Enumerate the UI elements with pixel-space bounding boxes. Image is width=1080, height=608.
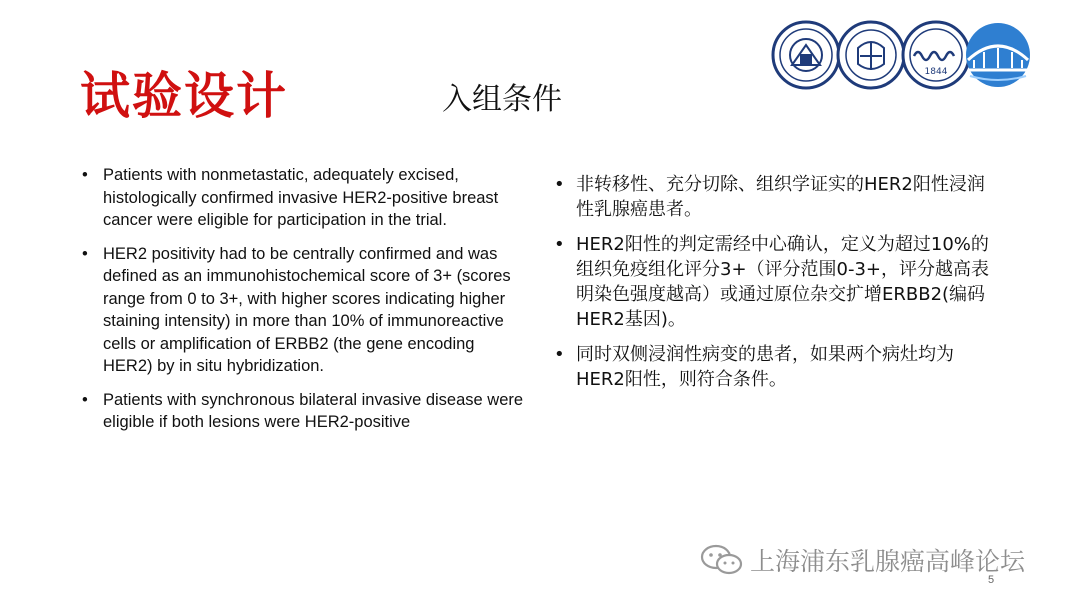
chinese-bullet-text: HER2阳性的判定需经中心确认，定义为超过10%的组织免疫组化评分3+（评分范围0-3+，评分越高表明染色强度越高）或通过原位杂交扩增ERBB2(编码HER2基因)。 bbox=[576, 234, 990, 330]
bullet-dot-icon: • bbox=[82, 244, 88, 263]
bullet-dot-icon: • bbox=[554, 344, 565, 365]
wechat-icon bbox=[700, 543, 744, 577]
chinese-bullet-text: 非转移性、充分切除、组织学证实的HER2阳性浸润性乳腺癌患者。 bbox=[576, 174, 985, 220]
bullet-dot-icon: • bbox=[82, 390, 88, 409]
chinese-bullet-list bbox=[554, 172, 994, 402]
seal-1-icon bbox=[773, 22, 839, 88]
bullet-dot-icon: • bbox=[554, 174, 565, 195]
bullet-dot-icon: • bbox=[554, 234, 565, 255]
english-bullet-item bbox=[82, 389, 527, 434]
english-bullet-item bbox=[82, 243, 527, 378]
chinese-bullet-text: 同时双侧浸润性病变的患者，如果两个病灶均为HER2阳性，则符合条件。 bbox=[576, 344, 954, 390]
slide-title: 试验设计 bbox=[80, 67, 288, 125]
english-bullet-item bbox=[82, 164, 527, 232]
chinese-bullet-item bbox=[554, 172, 994, 222]
english-bullet-text: Patients with nonmetastatic, adequately excised, histologically confirmed invasive HER2-positive breast cancer were eligible for participation in the trial. bbox=[103, 166, 499, 229]
page-number: 5 bbox=[988, 574, 995, 586]
chinese-bullet-item bbox=[554, 232, 994, 332]
seal-2-icon bbox=[838, 22, 904, 88]
watermark-text: 上海浦东乳腺癌高峰论坛 bbox=[750, 547, 1026, 576]
watermark bbox=[700, 540, 1025, 580]
english-bullet-text: HER2 positivity had to be centrally confirmed and was defined as an immunohistochemical score of 3+ (scores range from 0 to 3+, with higher scores indicating higher staining intensity) in more than 10% of immunoreactive cells or amplification of ERBB2 (the gene encoding HER2) by in situ hybridization. bbox=[103, 244, 511, 375]
institution-logos bbox=[770, 18, 1032, 92]
english-bullet-text: Patients with synchronous bilateral invasive disease were eligible if both lesions were HER2-positive bbox=[103, 390, 524, 431]
seal-renji-icon bbox=[903, 22, 969, 88]
chinese-bullet-item bbox=[554, 342, 994, 392]
bridge-logo-icon bbox=[966, 23, 1030, 87]
seal-year-text: 1844 bbox=[924, 67, 948, 77]
slide-subtitle: 入组条件 bbox=[442, 82, 562, 117]
bullet-dot-icon: • bbox=[82, 166, 88, 184]
english-bullet-list bbox=[82, 164, 527, 445]
